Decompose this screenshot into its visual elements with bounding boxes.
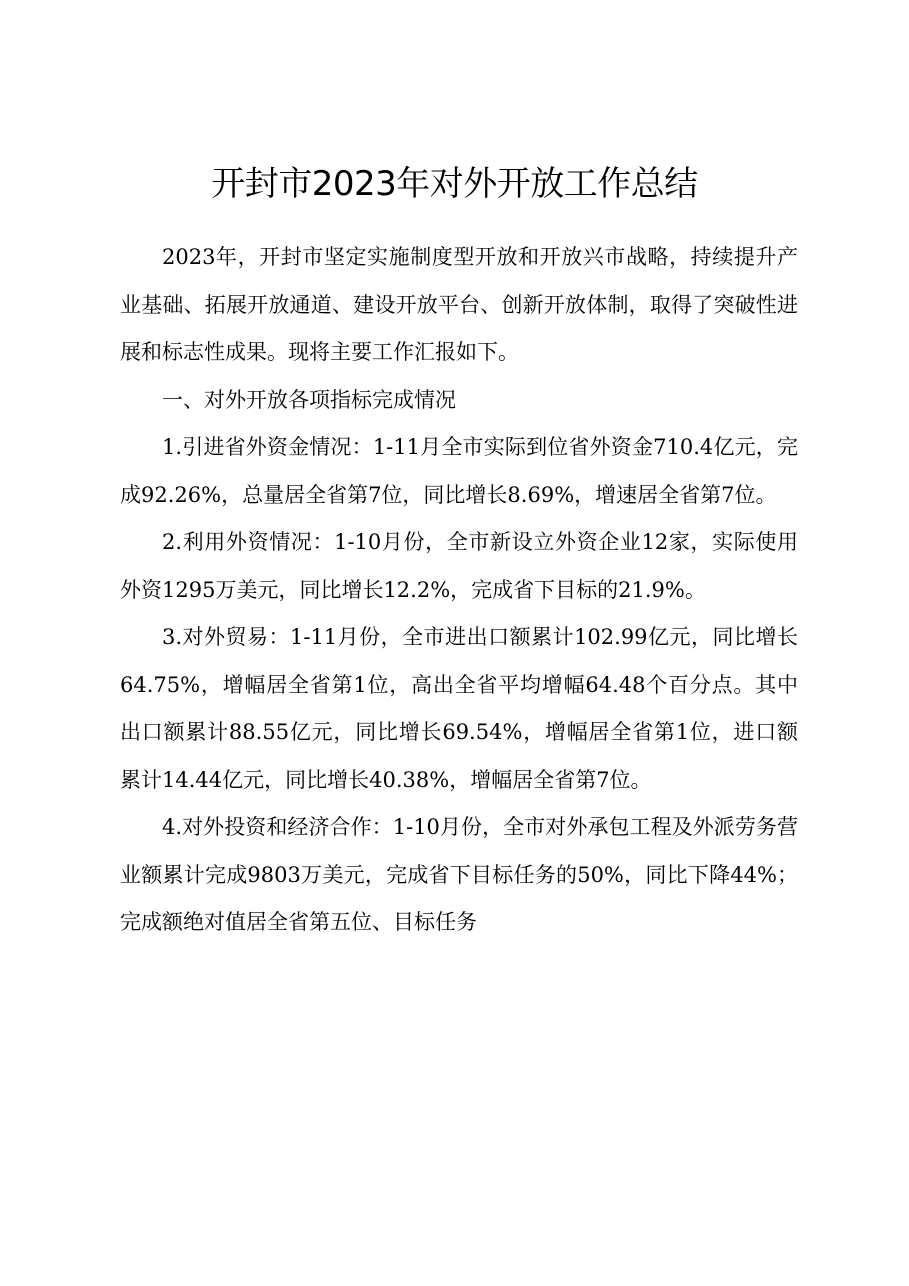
paragraph-item-1: 1.引进省外资金情况：1-11月全市实际到位省外资金710.4亿元，完成92.26%，总量居全省第7位，同比增长8.69%，增速居全省第7位。 bbox=[120, 435, 798, 507]
document-body bbox=[120, 234, 798, 947]
paragraph-item-3: 3.对外贸易：1-11月份，全市进出口额累计102.99亿元，同比增长64.75%，增幅居全省第1位，高出全省平均增幅64.48个百分点。其中出口额累计88.55亿元，同比增长69.54%，增幅居全省第1位，进口额累计14.44亿元，同比增长40.38%，增幅居全省第7位。 bbox=[120, 625, 798, 792]
paragraph-item-4: 4.对外投资和经济合作：1-10月份，全市对外承包工程及外派劳务营业额累计完成9803万美元，完成省下目标任务的50%，同比下降44%；完成额绝对值居全省第五位、目标任务 bbox=[120, 815, 798, 934]
intro-paragraph: 2023年，开封市坚定实施制度型开放和开放兴市战略，持续提升产业基础、拓展开放通道、建设开放平台、创新开放体制，取得了突破性进展和标志性成果。现将主要工作汇报如下。 bbox=[120, 245, 798, 364]
document-title: 开封市2023年对外开放工作总结 bbox=[211, 164, 698, 204]
paragraph-item-2: 2.利用外资情况：1-10月份，全市新设立外资企业12家，实际使用外资1295万美元，同比增长12.2%，完成省下目标的21.9%。 bbox=[120, 530, 798, 602]
section-heading: 一、对外开放各项指标完成情况 bbox=[162, 387, 456, 412]
